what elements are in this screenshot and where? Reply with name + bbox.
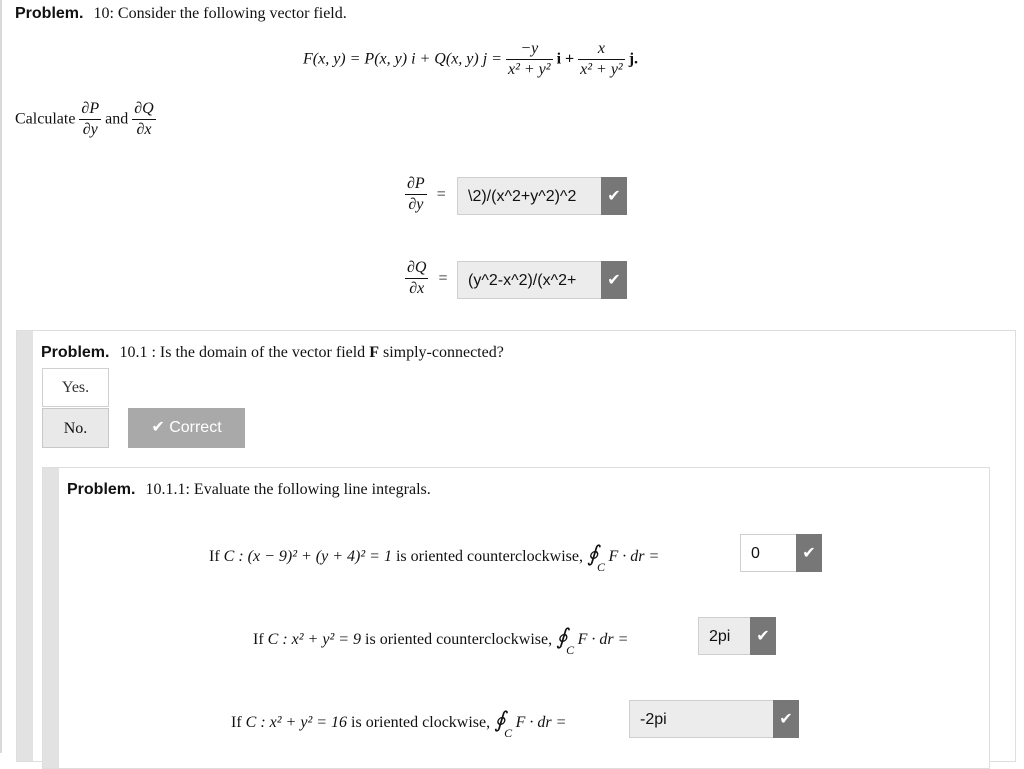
problem-10-header (15, 5, 347, 23)
check-icon: ✔ (601, 261, 627, 299)
problem-10-1-header: Problem. 10.1 : Is the domain of the vector field F simply-connected? (41, 344, 504, 361)
line-integral-1: If C : (x − 9)² + (y + 4)² = 1 is oriented counterclockwise, ∮ C F · dr = (209, 541, 660, 574)
dp-dy-fraction: $\frac{\partial P}{\partial y}$ (81, 100, 100, 139)
problem-10-1-1-header: Problem. 10.1.1: Evaluate the following line integrals. (67, 481, 431, 498)
line-integral-3: If C : x² + y² = 16 is oriented clockwise, ∮ C F · dr = (231, 707, 567, 740)
correct-badge: ✔ Correct (128, 408, 245, 448)
section-bar (43, 468, 59, 768)
contour-integral-symbol: ∮ C (494, 707, 513, 740)
section-bar (17, 331, 33, 761)
dp-dy-label: $\frac{\partial P}{\partial y}$ = (407, 175, 446, 214)
check-icon: ✔ (601, 177, 627, 215)
dq-dx-label: $\frac{\partial Q}{\partial x}$ = (407, 259, 448, 298)
line-integral-3-answer-input[interactable]: -2pi (629, 700, 774, 738)
line-integral-2: If C : x² + y² = 9 is oriented counterclockwise, ∮ C F · dr = (253, 624, 629, 657)
field-lhs: F(x, y) = P(x, y) i + Q(x, y) j = (303, 50, 502, 68)
contour-integral-symbol: ∮ C (587, 541, 606, 574)
and-text: and (105, 110, 129, 128)
i-unit: i + (556, 50, 575, 68)
choice-yes[interactable]: Yes. (42, 368, 109, 407)
p-fraction: $\frac{-y}{\text{x² + y²}}$ (507, 40, 551, 79)
line-integral-2-answer-input[interactable]: 2pi (698, 617, 751, 655)
problem-number: 10 (93, 5, 110, 22)
page-left-rule (0, 0, 2, 753)
check-icon: ✔ (773, 700, 799, 738)
check-icon: ✔ (796, 534, 822, 572)
calculate-text: Calculate (15, 110, 76, 128)
contour-integral-symbol: ∮ C (556, 624, 575, 657)
dp-dy-answer-input[interactable]: \2)/(x^2+y^2)^2 (457, 177, 602, 215)
problem-label: Problem. (15, 5, 84, 22)
check-icon: ✔ (750, 617, 776, 655)
choice-no[interactable]: No. (42, 408, 109, 448)
line-integral-1-answer-input[interactable]: 0 (740, 534, 797, 572)
calculate-line (15, 100, 156, 140)
vector-field-equation (303, 40, 638, 80)
q-fraction: $\frac{x}{\text{x² + y²}}$ (580, 40, 623, 79)
j-unit: j. (628, 50, 639, 68)
dq-dx-answer-input[interactable]: (y^2-x^2)/(x^2+ (457, 261, 602, 299)
dq-dx-fraction: $\frac{\partial Q}{\partial x}$ (134, 100, 154, 139)
problem-text: : Consider the following vector field. (109, 5, 347, 22)
